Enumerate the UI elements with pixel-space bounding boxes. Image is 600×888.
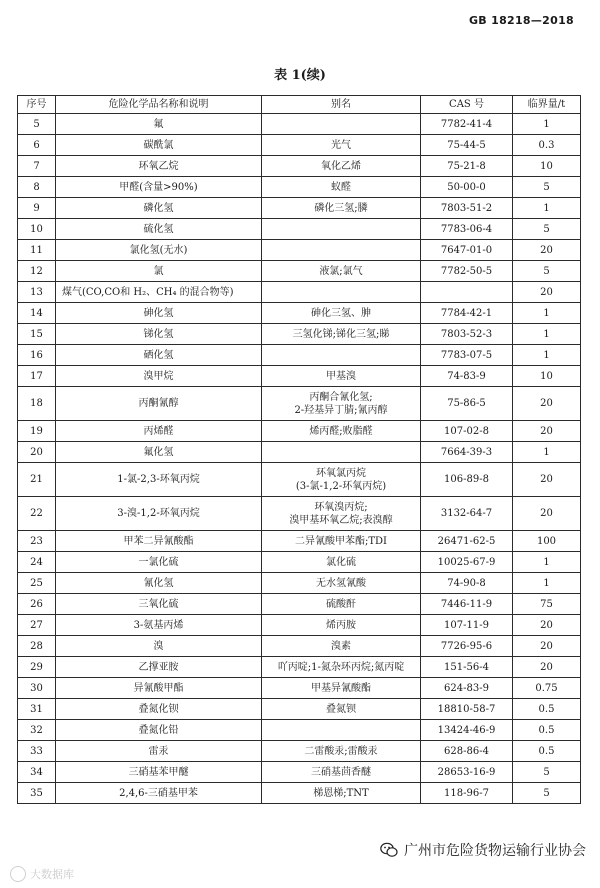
alias-line-2: 溴甲基环氧乙烷;表溴醇: [289, 514, 393, 526]
table-row: [18, 699, 581, 720]
standard-code: GB 18218—2018: [468, 14, 574, 27]
cell-name: 氟: [56, 114, 262, 135]
table-row: [18, 463, 581, 497]
cell-cas: 7784-42-1: [421, 303, 513, 324]
cell-no: 6: [18, 135, 56, 156]
cell-threshold: 1: [513, 198, 581, 219]
cell-alias: 二雷酸汞;雷酸汞: [262, 741, 421, 762]
cell-alias: [262, 114, 421, 135]
cell-alias: 吖丙啶;1-氮杂环丙烷;氮丙啶: [262, 657, 421, 678]
cell-cas: 75-44-5: [421, 135, 513, 156]
cell-threshold: 5: [513, 219, 581, 240]
table-row: [18, 762, 581, 783]
cell-no: 22: [18, 497, 56, 531]
cell-name: 氰化氢: [56, 573, 262, 594]
cell-cas: [421, 282, 513, 303]
cell-alias: 烯丙醛;败脂醛: [262, 421, 421, 442]
cell-name: 砷化氢: [56, 303, 262, 324]
alias-line-1: 环氧氯丙烷: [316, 467, 366, 479]
cell-no: 9: [18, 198, 56, 219]
cell-alias: [262, 720, 421, 741]
cell-name: 碳酰氯: [56, 135, 262, 156]
cell-cas: 7647-01-0: [421, 240, 513, 261]
cell-cas: 18810-58-7: [421, 699, 513, 720]
table-row: [18, 366, 581, 387]
cell-threshold: 1: [513, 114, 581, 135]
cell-alias: 三氢化锑;锑化三氢;睇: [262, 324, 421, 345]
cell-no: 26: [18, 594, 56, 615]
cell-cas: 107-02-8: [421, 421, 513, 442]
table-row: [18, 135, 581, 156]
table-row: [18, 442, 581, 463]
cell-no: 35: [18, 783, 56, 804]
table-row: [18, 615, 581, 636]
table-row: [18, 324, 581, 345]
table-row: [18, 531, 581, 552]
cell-threshold: 1: [513, 573, 581, 594]
cell-name: 三氧化硫: [56, 594, 262, 615]
cell-threshold: 20: [513, 282, 581, 303]
cell-alias: 砷化三氢、胂: [262, 303, 421, 324]
cell-alias: 磷化三氢;膦: [262, 198, 421, 219]
cell-alias: 烯丙胺: [262, 615, 421, 636]
table-row: [18, 783, 581, 804]
cell-no: 16: [18, 345, 56, 366]
cell-name: 溴甲烷: [56, 366, 262, 387]
cell-name: 三硝基苯甲醚: [56, 762, 262, 783]
table-row: [18, 177, 581, 198]
cell-cas: 7446-11-9: [421, 594, 513, 615]
cell-cas: 7783-06-4: [421, 219, 513, 240]
cell-cas: 74-83-9: [421, 366, 513, 387]
cell-cas: 118-96-7: [421, 783, 513, 804]
alias-line-1: 丙酮合氰化氢;: [309, 391, 373, 403]
watermark: [10, 866, 74, 882]
cell-name: 煤气(CO,CO和 H₂、CH₄ 的混合物等): [56, 282, 262, 303]
cell-cas: 107-11-9: [421, 615, 513, 636]
cell-name: 氯化氢(无水): [56, 240, 262, 261]
watermark-logo-icon: [10, 866, 26, 882]
cell-name: 3-溴-1,2-环氧丙烷: [56, 497, 262, 531]
cell-name: 乙撑亚胺: [56, 657, 262, 678]
cell-name: 叠氮化钡: [56, 699, 262, 720]
cell-cas: 106-89-8: [421, 463, 513, 497]
cell-alias: 蚁醛: [262, 177, 421, 198]
cell-threshold: 1: [513, 324, 581, 345]
cell-name: 磷化氢: [56, 198, 262, 219]
cell-cas: 7783-07-5: [421, 345, 513, 366]
cell-threshold: 20: [513, 636, 581, 657]
cell-threshold: 20: [513, 497, 581, 531]
table-row: [18, 497, 581, 531]
cell-alias: 光气: [262, 135, 421, 156]
cell-no: 19: [18, 421, 56, 442]
cell-cas: 7803-51-2: [421, 198, 513, 219]
cell-cas: 74-90-8: [421, 573, 513, 594]
cell-name: 甲苯二异氰酸酯: [56, 531, 262, 552]
cell-no: 8: [18, 177, 56, 198]
cell-threshold: 20: [513, 463, 581, 497]
cell-cas: 7782-50-5: [421, 261, 513, 282]
cell-cas: 7726-95-6: [421, 636, 513, 657]
cell-name: 1-氯-2,3-环氧丙烷: [56, 463, 262, 497]
cell-cas: 624-83-9: [421, 678, 513, 699]
cell-cas: 7803-52-3: [421, 324, 513, 345]
cell-threshold: 1: [513, 442, 581, 463]
cell-no: 18: [18, 387, 56, 421]
cell-name: 甲醛(含量>90%): [56, 177, 262, 198]
cell-alias: 二异氰酸甲苯酯;TDI: [262, 531, 421, 552]
cell-alias: [262, 219, 421, 240]
cell-cas: 50-00-0: [421, 177, 513, 198]
cell-alias: 氧化乙烯: [262, 156, 421, 177]
cell-threshold: 20: [513, 657, 581, 678]
cell-threshold: 0.5: [513, 720, 581, 741]
column-header-cas: CAS 号: [421, 96, 513, 114]
cell-name: 溴: [56, 636, 262, 657]
cell-threshold: 1: [513, 303, 581, 324]
cell-threshold: 5: [513, 177, 581, 198]
cell-alias: 硫酸酐: [262, 594, 421, 615]
cell-no: 17: [18, 366, 56, 387]
cell-no: 28: [18, 636, 56, 657]
cell-no: 13: [18, 282, 56, 303]
table-header-row: [18, 96, 581, 114]
cell-alias: 无水氢氰酸: [262, 573, 421, 594]
alias-line-2: (3-氯-1,2-环氧丙烷): [295, 480, 387, 492]
publisher-name: 广州市危险货物运输行业协会: [404, 843, 586, 859]
hazardous-chemicals-table-container: [17, 95, 580, 804]
cell-alias: [262, 345, 421, 366]
cell-alias: 三硝基茴香醚: [262, 762, 421, 783]
cell-cas: 628-86-4: [421, 741, 513, 762]
cell-no: 21: [18, 463, 56, 497]
cell-threshold: 1: [513, 345, 581, 366]
cell-no: 32: [18, 720, 56, 741]
cell-cas: 75-86-5: [421, 387, 513, 421]
table-body: [18, 114, 581, 804]
cell-cas: 7782-41-4: [421, 114, 513, 135]
cell-threshold: 20: [513, 421, 581, 442]
cell-threshold: 20: [513, 387, 581, 421]
cell-no: 20: [18, 442, 56, 463]
cell-cas: 10025-67-9: [421, 552, 513, 573]
cell-alias: 溴素: [262, 636, 421, 657]
cell-alias: 氯化硫: [262, 552, 421, 573]
cell-threshold: 20: [513, 615, 581, 636]
cell-no: 11: [18, 240, 56, 261]
cell-alias: [262, 442, 421, 463]
cell-threshold: 0.5: [513, 699, 581, 720]
column-header-no: 序号: [18, 96, 56, 114]
cell-name: 硒化氢: [56, 345, 262, 366]
table-row: [18, 421, 581, 442]
column-header-alias: 别名: [262, 96, 421, 114]
table-row: [18, 552, 581, 573]
table-row: [18, 636, 581, 657]
cell-alias: [262, 463, 421, 497]
cell-name: 硫化氢: [56, 219, 262, 240]
column-header-name: 危险化学品名称和说明: [56, 96, 262, 114]
table-row: [18, 156, 581, 177]
cell-name: 叠氮化铅: [56, 720, 262, 741]
cell-no: 27: [18, 615, 56, 636]
alias-line-2: 2-羟基异丁腈;氰丙醇: [294, 404, 388, 416]
cell-no: 5: [18, 114, 56, 135]
cell-alias: [262, 282, 421, 303]
cell-no: 15: [18, 324, 56, 345]
cell-no: 12: [18, 261, 56, 282]
cell-name: 2,4,6-三硝基甲苯: [56, 783, 262, 804]
cell-threshold: 1: [513, 552, 581, 573]
cell-alias: 甲基异氰酸酯: [262, 678, 421, 699]
cell-name: 雷汞: [56, 741, 262, 762]
table-row: [18, 678, 581, 699]
cell-no: 29: [18, 657, 56, 678]
table-row: [18, 114, 581, 135]
cell-name: 锑化氢: [56, 324, 262, 345]
cell-no: 24: [18, 552, 56, 573]
cell-name: 氟化氢: [56, 442, 262, 463]
table-row: [18, 282, 581, 303]
publisher-badge: [380, 840, 586, 860]
cell-no: 14: [18, 303, 56, 324]
cell-no: 23: [18, 531, 56, 552]
cell-name: 丙酮氰醇: [56, 387, 262, 421]
cell-threshold: 5: [513, 261, 581, 282]
cell-cas: 26471-62-5: [421, 531, 513, 552]
table-row: [18, 573, 581, 594]
cell-cas: 13424-46-9: [421, 720, 513, 741]
cell-cas: 75-21-8: [421, 156, 513, 177]
cell-threshold: 10: [513, 366, 581, 387]
cell-cas: 3132-64-7: [421, 497, 513, 531]
table-row: [18, 219, 581, 240]
cell-no: 34: [18, 762, 56, 783]
alias-line-1: 环氧溴丙烷;: [314, 501, 368, 513]
cell-threshold: 100: [513, 531, 581, 552]
cell-no: 10: [18, 219, 56, 240]
table-row: [18, 741, 581, 762]
cell-no: 30: [18, 678, 56, 699]
cell-cas: 28653-16-9: [421, 762, 513, 783]
table-row: [18, 198, 581, 219]
cell-cas: 7664-39-3: [421, 442, 513, 463]
cell-name: 一氯化硫: [56, 552, 262, 573]
cell-alias: 液氯;氯气: [262, 261, 421, 282]
table-row: [18, 594, 581, 615]
table-row: [18, 303, 581, 324]
cell-name: 丙烯醛: [56, 421, 262, 442]
cell-no: 7: [18, 156, 56, 177]
table-caption: 表 1(续): [274, 68, 326, 83]
column-header-threshold: 临界量/t: [513, 96, 581, 114]
table-row: [18, 720, 581, 741]
cell-alias: 梯恩梯;TNT: [262, 783, 421, 804]
cell-no: 31: [18, 699, 56, 720]
cell-threshold: 10: [513, 156, 581, 177]
cell-no: 25: [18, 573, 56, 594]
table-row: [18, 240, 581, 261]
cell-name: 3-氨基丙烯: [56, 615, 262, 636]
table-row: [18, 345, 581, 366]
table-row: [18, 657, 581, 678]
cell-threshold: 5: [513, 762, 581, 783]
table-row: [18, 261, 581, 282]
cell-threshold: 20: [513, 240, 581, 261]
cell-alias: 叠氮钡: [262, 699, 421, 720]
cell-alias: [262, 387, 421, 421]
cell-threshold: 0.3: [513, 135, 581, 156]
cell-threshold: 5: [513, 783, 581, 804]
cell-no: 33: [18, 741, 56, 762]
cell-cas: 151-56-4: [421, 657, 513, 678]
cell-alias: 甲基溴: [262, 366, 421, 387]
cell-threshold: 0.75: [513, 678, 581, 699]
cell-alias: [262, 240, 421, 261]
wechat-icon: [380, 842, 398, 858]
table-row: [18, 387, 581, 421]
cell-threshold: 0.5: [513, 741, 581, 762]
cell-name: 环氧乙烷: [56, 156, 262, 177]
watermark-text: 大数据库: [30, 868, 74, 881]
cell-name: 氯: [56, 261, 262, 282]
hazardous-chemicals-table: [17, 95, 581, 804]
cell-alias: [262, 497, 421, 531]
cell-name: 异氰酸甲酯: [56, 678, 262, 699]
cell-threshold: 75: [513, 594, 581, 615]
